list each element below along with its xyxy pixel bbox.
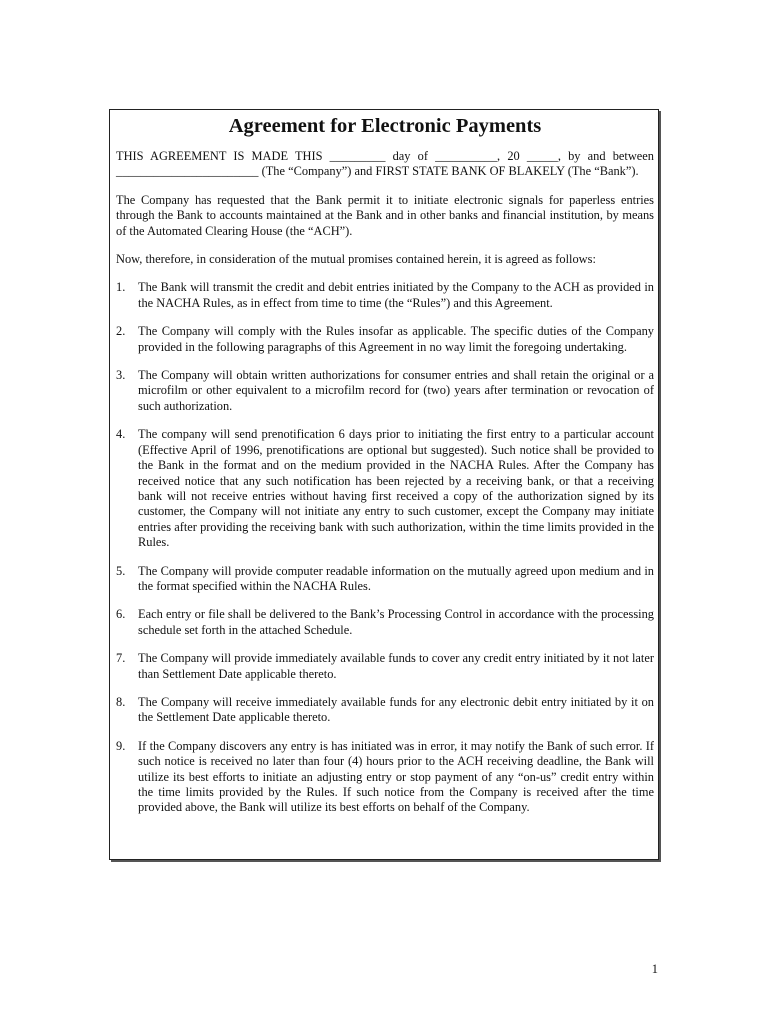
clause-item	[116, 607, 654, 638]
clause-text: The Company will provide computer readable information on the mutually agreed upon medium and in the format specified within the NACHA Rules.	[138, 563, 654, 593]
request-paragraph: The Company has requested that the Bank permit it to initiate electronic signals for paperless entries through the Bank to accounts maintained at the Bank and in other banks and financial institution, by means of the Automated Clearing House (the “ACH”).	[116, 192, 654, 238]
clause-text: If the Company discovers any entry is has initiated was in error, it may notify the Bank of such error. If such notice is received no later than four (4) hours prior to the ACH receiving deadline, the Bank will utilize its best efforts to initiate an adjusting entry or stop payment of any “on-us” credit entry within the time limits provided by the Rules. If such notice from the Company is received after the time provided above, the Bank will utilize its best efforts on behalf of the Company.	[138, 738, 654, 815]
clause-text: The Company will comply with the Rules insofar as applicable. The specific duties of the Company provided in the following paragraphs of this Agreement in no way limit the foregoing undertaking.	[138, 324, 654, 354]
clause-item	[116, 651, 654, 682]
clause-text: Each entry or file shall be delivered to the Bank’s Processing Control in accordance with the processing schedule set forth in the attached Schedule.	[138, 607, 654, 637]
clause-number: 9.	[116, 738, 126, 753]
clause-number: 5.	[116, 563, 126, 578]
document-title: Agreement for Electronic Payments	[228, 115, 542, 137]
clause-item	[116, 564, 654, 595]
clause-text: The company will send prenotification 6 days prior to initiating the first entry to a particular account (Effective April of 1996, prenotifications are optional but suggested). Such notice shall be provided to the Bank in the format and on the medium provided in the NACHA Rules. After the Company has received notice that any such notification has been rejected by a receiving bank, or that a receiving bank will not receive entries without having first received a copy of the authorization signed by its customer, the Company will not initiate any entry to such customer, except the Company may initiate entries after providing the receiving bank with such authorization, within the time limits provided in the Rules.	[138, 427, 654, 550]
clause-number: 2.	[116, 324, 126, 339]
clause-item	[116, 280, 654, 311]
clause-number: 6.	[116, 607, 126, 622]
clause-number: 7.	[116, 651, 126, 666]
clause-item	[116, 427, 654, 550]
page-number: 1	[651, 962, 658, 976]
clause-number: 3.	[116, 368, 126, 383]
clause-text: The Bank will transmit the credit and debit entries initiated by the Company to the ACH as provided in the NACHA Rules, as in effect from time to time (the “Rules”) and this Agreement.	[138, 280, 654, 310]
clause-list	[116, 280, 654, 815]
intro-paragraph: THIS AGREEMENT IS MADE THIS _________ day of __________, 20 _____, by and between _______________________ (The “Company”) and FIRST STATE BANK OF BLAKELY (The “Bank”).	[116, 149, 654, 179]
clause-text: The Company will receive immediately available funds for any electronic debit entry initiated by it on the Settlement Date applicable thereto.	[138, 694, 654, 725]
clause-item	[116, 368, 654, 414]
clause-item	[116, 739, 654, 816]
clause-text: The Company will provide immediately available funds to cover any credit entry initiated by it not later than Settlement Date applicable thereto.	[138, 651, 654, 681]
clause-number: 1.	[116, 280, 126, 295]
now-therefore-paragraph: Now, therefore, in consideration of the mutual promises contained herein, it is agreed as follows:	[116, 252, 596, 267]
clause-text: The Company will obtain written authorizations for consumer entries and shall retain the original or a microfilm or other equivalent to a microfilm record for (two) years after termination or revocation of such authorization.	[138, 368, 654, 413]
clause-item	[116, 695, 654, 726]
agreement-frame	[109, 109, 659, 860]
clause-number: 8.	[116, 694, 126, 709]
clause-number: 4.	[116, 427, 126, 442]
clause-item	[116, 324, 654, 355]
